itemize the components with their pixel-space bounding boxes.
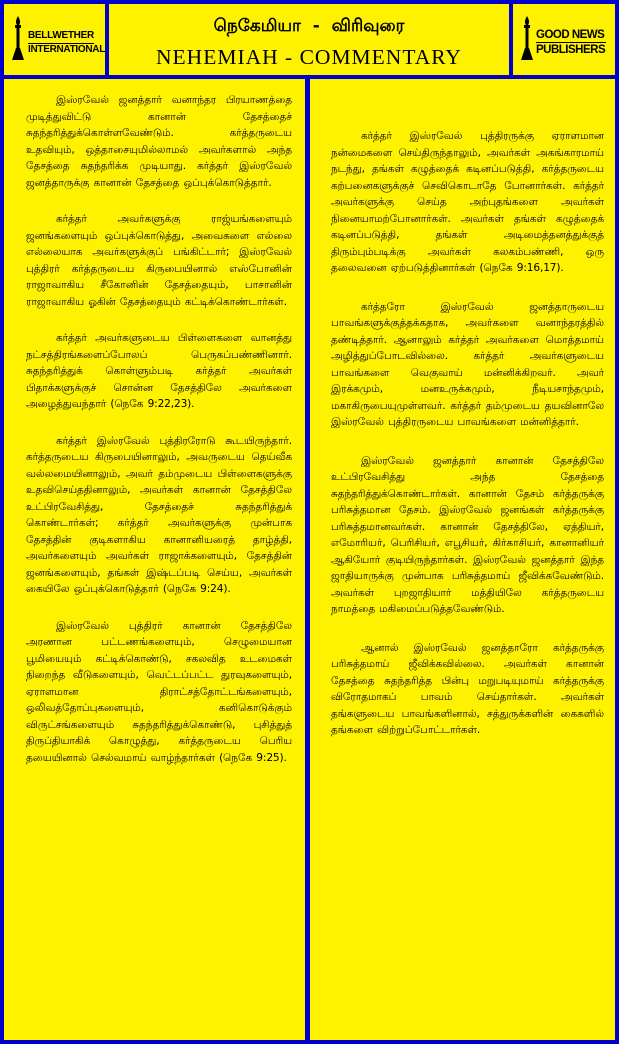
bellwether-logo <box>10 13 106 65</box>
left-logo-box <box>4 4 105 75</box>
right-paragraph-4: ஆனால் இஸ்ரவேல் ஜனத்தாரோ கர்த்தருக்கு பரிசுத்தமாய் ஜீவிக்கவில்லை. அவர்கள் கானான் தேசத்தை சுதந்தரித்த பின்பு மறுபடியுமாய் கர்த்தருக்கு விரோதமாகப் பாவம் செய்தார்கள். அவர்கள் தங்களுடைய பாவங்களினால், சத்துருக்களின் கைகளில் தங்களை விற்றுப்போட்டார்கள். <box>331 641 604 736</box>
right-paragraph-2: கர்த்தரோ இஸ்ரவேல் ஜனத்தாருடைய பாவங்களுக்குத்தக்கதாக, அவர்களை வனாந்தரத்தில் தண்டித்தார். ஆனாலும் கர்த்தர் அவர்களை மொத்தமாய் அழித்துப்போடவில்லை. கர்த்தர் அவர்களுடைய பாவங்களை வெகுவாய் மன்னிக்கிறவர். அவர் இரக்கமும், மனஉருக்கமும், நீடியசாந்தமும், மகாகிருபையுமுள்ளவர். கர்த்தர் தம்முடைய தயவினாலே இஸ்ரவேல் புத்திரருடைய பாவங்களை மன்னித்தார். <box>331 300 604 428</box>
left-paragraph-2: கர்த்தர் அவர்களுக்கு ராஜ்யங்களையும் ஜனங்களையும் ஒப்புக்கொடுத்து, அவைகளை எல்லை எல்லையாக அவர்களுக்குப் பங்கிட்டார்; இஸ்ரவேல் புத்திரர் கர்த்தருடைய கிருபையினால் எஸ்போனின் ராஜாவாகிய சீகோனின் தேசத்தையும், பாசானின் ராஜாவாகிய ஓகின் தேசத்தையும் கட்டிக்கொண்டார்கள். <box>26 213 292 308</box>
left-paragraph-4: கர்த்தர் இஸ்ரவேல் புத்திரரோடு கூடயிருந்தார். கர்த்தருடைய கிருபையினாலும், அவருடைய தெய்வீக வல்லமையினாலும், அவர் தம்முடைய பிள்ளைகளுக்கு உதவிசெய்ததினாலும், அவர்கள் கானான் தேசத்திலே உட்பிரவேசித்து, தேசத்தைச் சுதந்தரித்துக் கொண்டார்கள்; கர்த்தர் அவர்களுக்கு முன்பாக தேசத்தின் குடிகளாகிய கானானியரைத் தாழ்த்தி, அவர்களையும் அவர்கள் ராஜாக்களையும், தேசத்தின் ஜனங்களையும், தங்கள் இஷ்டப்படி செய்ய, அவர்கள் கையிலே ஒப்புக்கொடுத்தார் (நெகே 9:24). <box>26 434 292 595</box>
right-paragraph-1: கர்த்தர் இஸ்ரவேல் புத்திரருக்கு ஏராளமான நன்மைகளை செய்திருந்தாலும், அவர்கள் அகங்காரமாய் நடந்து, தங்கள் கழுத்தைக் கடினப்படுத்தி, கர்த்தருடைய கற்பனைகளுக்குச் செவிகொடாதே போனார்கள். கர்த்தர் அவர்களுக்கு செய்த அற்புதங்களை அவர்கள் நினையாமற்போனார்கள். அவர்கள் தங்கள் கழுத்தைக் கடினப்படுத்தி, தங்கள் அடிமைத்தனத்துக்குத் திரும்பும்படிக்கு அவர்கள் கலகம்பண்ணி, ஒரு தலைவனை ஏற்படுத்தினார்கள் (நெகே 9:16,17). <box>331 130 604 274</box>
right-logo-line1: GOOD NEWS <box>536 29 605 41</box>
left-paragraph-1: இஸ்ரவேல் ஜனத்தார் வனாந்தர பிரயாணத்தை முடித்துவிட்டு கானான் தேசத்தைச் சுதந்தரித்துக்கொள்ளவேண்டும். கர்த்தருடைய உதவியும், ஒத்தாசையுமில்லாமல் அவர்களால் அந்த தேசத்தை சுதந்தரிக்க முடியாது. கர்த்தர் இஸ்ரவேல் ஜனத்தாருக்கு கானான் தேசத்தை ஒப்புக்கொடுத்தார். <box>26 94 292 189</box>
left-text-column <box>4 79 305 1040</box>
right-text-column <box>310 79 615 1040</box>
title-box <box>109 4 509 75</box>
left-paragraph-3: கர்த்தர் அவர்களுடைய பிள்ளைகளை வானத்து நட்சத்திரங்களைப்போலப் பெருகப்பண்ணினார். சுதந்தரித்துக் கொள்ளும்படி கர்த்தர் அவர்கள் பிதாக்களுக்குச் சொன்ன தேசத்திலே அவர்களை அழைத்துவந்தார் (நெகே 9:22,23). <box>26 332 292 410</box>
right-paragraph-3: இஸ்ரவேல் ஜனத்தார் கானான் தேசத்திலே உட்பிரவேசித்து அந்த தேசத்தை சுதந்தரித்துக்கொண்டார்கள். கானான் தேசம் கர்த்தருக்கு பரிசுத்தமான தேசம். இஸ்ரவேல் ஜனங்கள் கர்த்தருக்கு பரிசுத்தமானவர்கள். கானான் தேசத்திலே, ஏத்தியர், எமோரியர், பெரிசியர், எபூசியர், கிர்காசியர், கானானியர் ஆகியோர் குடியிருந்தார்கள். இஸ்ரவேல் ஜனத்தார் இந்த ஜாதியாருக்கு முன்பாக பரிசுத்தமாய் ஜீவிக்கவேண்டும். அவர்கள் புறஜாதியார் மத்தியிலே கர்த்தருடைய நாமத்தை மகிமைப்படுத்தவேண்டும். <box>331 454 604 615</box>
right-logo-line2: PUBLISHERS <box>536 44 606 56</box>
page-title-english: NEHEMIAH - COMMENTARY <box>156 45 462 69</box>
lamp-icon <box>519 15 535 61</box>
good-news-logo <box>519 13 611 65</box>
left-paragraph-5: இஸ்ரவேல் புத்திரர் கானான் தேசத்திலே அரணான பட்டணங்களையும், செழுமையான பூமியையும் கட்டிக்கொண்டு, சகலவித உடமைகள் நிறைந்த வீடுகளையும், வெட்டப்பட்ட துரவுகளையும், ஏராளமான திராட்சத்தோட்டங்களையும், ஒலிவத்தோப்புகளையும், கனிகொடுக்கும் விருட்சங்களையும் சுதந்தரித்துக்கொண்டு, புசித்துத் திருப்தியாகிக் கொழுத்து, கர்த்தருடைய பெரிய தயையினால் செல்வமாய் வாழ்ந்தார்கள் (நெகே 9:25). <box>26 619 292 764</box>
page-title-tamil: நெகேமியா - விரிவுரை <box>213 16 405 36</box>
left-logo-line2: INTERNATIONAL <box>28 44 106 55</box>
lamp-icon <box>10 15 26 61</box>
right-logo-rule <box>536 42 606 43</box>
left-logo-line1: BELLWETHER <box>28 30 94 41</box>
right-logo-box <box>513 4 615 75</box>
